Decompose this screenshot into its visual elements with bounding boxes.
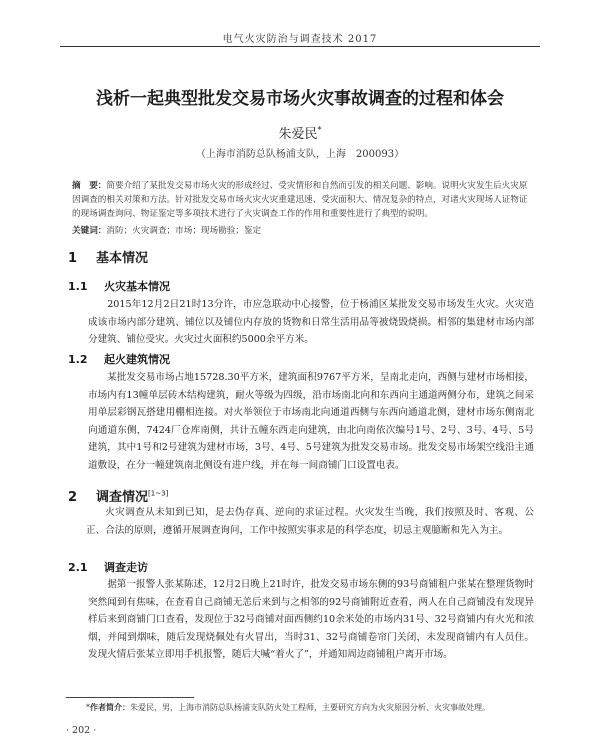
keywords-text: 消防；火灾调查；市场；现场勘验；鉴定 <box>106 226 262 236</box>
footnote-rule <box>66 697 194 698</box>
citation-ref: [1~3] <box>148 489 169 498</box>
section-heading-2 <box>68 486 168 505</box>
header-rule <box>60 46 540 47</box>
author-text: 朱爱民 <box>278 127 318 142</box>
abstract <box>72 179 528 221</box>
subsection-title: 起火建筑情况 <box>104 353 170 366</box>
keywords <box>72 224 528 238</box>
footnote-label: 作者简介： <box>90 702 130 712</box>
subsection-heading-1-1 <box>68 278 170 294</box>
author-footnote-mark: * <box>317 125 322 135</box>
footnote-mark: * <box>86 703 90 712</box>
abstract-text: 简要介绍了某批发交易市场火灾的形成经过、受灾情形和自然而引发的相关问题、影响。说明火灾发生后火灾原因调查的相关对策和方法。针对批发交易市场火灾火灾重建迅速、受灾面积大、情况复杂的特点，对诸火灾现场人证物证的现场调查询问、物证鉴定等多项技术进行了火灾调查工作的作用和重要性进行了典型的说明。 <box>72 181 528 219</box>
page-number: · 202 · <box>66 725 97 736</box>
author-name <box>0 123 600 142</box>
footnote-text: 朱爱民，男，上海市消防总队杨浦支队防火处工程师，主要研究方向为火灾原因分析、火灾事故处理。 <box>130 703 490 712</box>
running-head: 电气火灾防治与调查技术 2017 <box>222 34 378 45</box>
subsection-title: 火灾基本情况 <box>104 280 170 293</box>
section-title: 基本情况 <box>96 251 149 266</box>
abstract-label: 摘 要： <box>72 181 107 191</box>
paragraph-site-visit: 据第一报警人张某陈述，12月2日晚上21时许，批发交易市场东侧的93号商铺租户张某在整理货物时突然闻到有焦味，在查看自己商铺无恙后来到与之相邻的92号商铺附近查看，两人在自己商铺没有发现异样后来到商铺门口查看，发现位于32号商铺对面西侧约10余米处的市场内31号、32号商铺内有火光和浓烟，并闻到烟味，随后发现烧佩处有火冒出，当时31、32号商铺卷帘门关闭，未发现商铺内有人员住。发现火情后张某立即用手机报警，随后大喊“着火了”，并通知周边商铺租户离开市场。 <box>88 579 534 660</box>
section-heading-1 <box>68 247 148 266</box>
subsection-number: 1.1 <box>68 280 88 293</box>
paper-title: 浅析一起典型批发交易市场火灾事故调查的过程和体会 <box>96 89 504 109</box>
paragraph-building-info: 某批发交易市场占地15728.30平方米，建筑面积9767平方米，呈南北走向，西侧与建材市场相接，市场内有13幢单层砖木结构建筑，耐火等级为四级，沿市场南北向和东西向主通道两侧分布，建筑之间采用单层彩钢瓦搭建用棚相连接。对火举领位于市场南北向通道西侧与东西向通道北侧，建材市场东侧南北向通道东侧，7424厂仓库南侧，共计五幢东西走向建筑，由北向南依次编号1号、2号、3号、4号、5号建筑，其中1号和2号建筑为建材市场，3号、4号、5号建筑为批发交易市场。批发交易市场架空线沿主通道敷设，在分一幢建筑南北侧设有进户线，并在每一间商铺门口设置电表。 <box>88 372 534 471</box>
author-footnote <box>86 701 536 714</box>
subsection-heading-1-2 <box>68 351 170 367</box>
paragraph-fire-overview: 2015年12月2日21时13分许，市应急联动中心接警，位于杨浦区某批发交易市场发生火灾。火灾造成该市场内部分建筑、铺位以及铺位内存放的货物和日常生活用品等被烧毁烧损。相邻的集建材市场内部分建筑、铺位受灾。火灾过火面积约5000余平方米。 <box>88 299 534 345</box>
subsection-title: 调查走访 <box>104 561 148 574</box>
section-number: 2 <box>68 490 78 505</box>
paragraph-investigation-intro: 火灾调查从未知到已知，是去伪存真、逆向的求证过程。火灾发生当晚，我们按照及时、客观、公正、合法的原则，遵循开展调查询问，工作中按照实事求是的科学态度，切忌主观臆断和先入为主。 <box>86 507 534 536</box>
subsection-heading-2-1 <box>68 559 148 575</box>
subsection-number: 2.1 <box>68 561 88 574</box>
keywords-label: 关键词： <box>72 226 107 236</box>
subsection-number: 1.2 <box>68 353 88 366</box>
section-number: 1 <box>68 251 78 266</box>
author-affiliation: （上海市消防总队杨浦支队，上海 200093） <box>195 149 405 160</box>
section-title: 调查情况 <box>96 490 149 505</box>
